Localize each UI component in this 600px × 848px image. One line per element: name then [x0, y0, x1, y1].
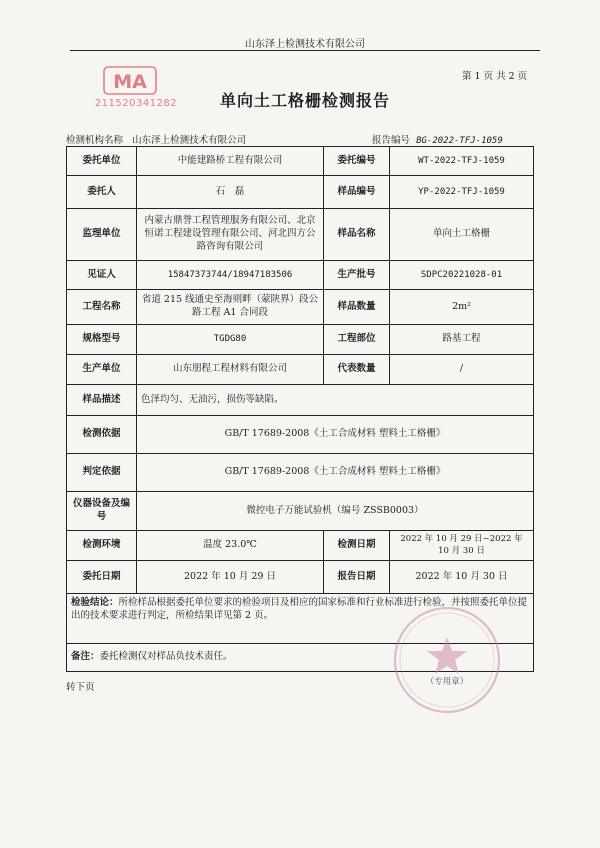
table-row — [67, 261, 534, 290]
table-row — [67, 325, 534, 355]
agency-value: 山东泽上检测技术有限公司 — [132, 135, 247, 146]
report-date-label: 报告日期 — [324, 561, 390, 594]
batch-value: SDPC20221028-01 — [390, 261, 534, 290]
cma-stamp — [90, 64, 180, 112]
sample-no-label: 样品编号 — [324, 176, 390, 209]
table-row — [67, 176, 534, 209]
env-value: 温度 23.0℃ — [137, 531, 324, 561]
report-number-value: BG-2022-TFJ-1059 — [416, 136, 503, 146]
producer-label: 生产单位 — [67, 355, 137, 385]
header-company-name: 山东泽上检测技术有限公司 — [245, 39, 365, 50]
client-value: 中能建路桥工程有限公司 — [137, 147, 324, 176]
table-row — [67, 355, 534, 385]
witness-value: 15847373744/18947183506 — [137, 261, 324, 290]
test-date-label: 检测日期 — [324, 531, 390, 561]
commission-date-value: 2022 年 10 月 29 日 — [137, 561, 324, 594]
table-row — [67, 385, 534, 416]
table-row — [67, 147, 534, 176]
test-basis-value: GB/T 17689-2008《土工合成材料 塑料土工格栅》 — [137, 416, 534, 454]
client-label: 委托单位 — [67, 147, 137, 176]
agency-line — [66, 132, 246, 146]
spec-label: 规格型号 — [67, 325, 137, 355]
project-value: 省道 215 线通史至海则畔（蒙陕界）段公路工程 A1 合同段 — [137, 290, 324, 325]
witness-label: 见证人 — [67, 261, 137, 290]
report-number-label: 报告编号 — [372, 135, 411, 146]
batch-label: 生产批号 — [324, 261, 390, 290]
quantity-value: 2m² — [390, 290, 534, 325]
rep-qty-label: 代表数量 — [324, 355, 390, 385]
page-indicator: 第 1 页 共 2 页 — [462, 71, 528, 82]
project-label: 工程名称 — [67, 290, 137, 325]
sample-name-value: 单向土工格栅 — [390, 209, 534, 261]
principal-value: 石 磊 — [137, 176, 324, 209]
test-date-value: 2022 年 10 月 29 日~2022 年 10 月 30 日 — [390, 531, 534, 561]
inspection-seal — [392, 605, 502, 715]
producer-value: 山东朋程工程材料有限公司 — [137, 355, 324, 385]
table-row — [67, 416, 534, 454]
conclusion-label: 检验结论： — [71, 597, 119, 608]
seal-star-icon — [392, 605, 502, 715]
test-basis-label: 检测依据 — [67, 416, 137, 454]
spec-value: TGDG80 — [137, 325, 324, 355]
rep-qty-value: / — [390, 355, 534, 385]
description-value: 色泽均匀、无油污，损伤等缺陷。 — [137, 385, 534, 416]
report-table — [66, 146, 534, 672]
table-row — [67, 531, 534, 561]
equipment-value: 微控电子万能试验机（编号 ZSSB0003） — [137, 492, 534, 531]
supervisor-label: 监理单位 — [67, 209, 137, 261]
supervisor-value: 内蒙古鼎誉工程管理服务有限公司、北京恒诺工程建设管理有限公司、河北四方公路咨询有限公司 — [137, 209, 324, 261]
agency-label: 检测机构名称 — [66, 135, 124, 146]
conclusion-value: 所检样品根据委托单位要求的检验项目及相应的国家标准和行业标准进行检验，并按照委托单位提出的技术要求进行判定，所检结果详见第 2 页。 — [71, 597, 528, 621]
table-row — [67, 290, 534, 325]
description-label: 样品描述 — [67, 385, 137, 416]
table-row — [67, 454, 534, 492]
quantity-label: 样品数量 — [324, 290, 390, 325]
judge-basis-value: GB/T 17689-2008《土工合成材料 塑料土工格栅》 — [137, 454, 534, 492]
commission-no-value: WT-2022-TFJ-1059 — [390, 147, 534, 176]
svg-text:MA: MA — [113, 71, 147, 93]
part-label: 工程部位 — [324, 325, 390, 355]
judge-basis-label: 判定依据 — [67, 454, 137, 492]
seal-label: （专用章） — [425, 677, 469, 687]
env-label: 检测环境 — [67, 531, 137, 561]
table-row — [67, 492, 534, 531]
equipment-label: 仪器设备及编号 — [67, 492, 137, 531]
page-title: 单向土工格栅检测报告 — [219, 91, 390, 110]
commission-no-label: 委托编号 — [324, 147, 390, 176]
commission-date-label: 委托日期 — [67, 561, 137, 594]
principal-label: 委托人 — [67, 176, 137, 209]
cma-code: 211520341282 — [94, 98, 178, 109]
header-divider — [70, 50, 540, 51]
table-row — [67, 561, 534, 594]
sample-no-value: YP-2022-TFJ-1059 — [390, 176, 534, 209]
remark-label: 备注： — [71, 651, 100, 663]
table-row — [67, 209, 534, 261]
sample-name-label: 样品名称 — [324, 209, 390, 261]
cma-logo-icon — [90, 64, 182, 100]
part-value: 路基工程 — [390, 325, 534, 355]
continued-note: 转下页 — [66, 682, 95, 693]
report-number-line — [372, 132, 503, 146]
report-date-value: 2022 年 10 月 30 日 — [390, 561, 534, 594]
remark-value: 委托检测仅对样品负技术责任。 — [99, 651, 233, 663]
